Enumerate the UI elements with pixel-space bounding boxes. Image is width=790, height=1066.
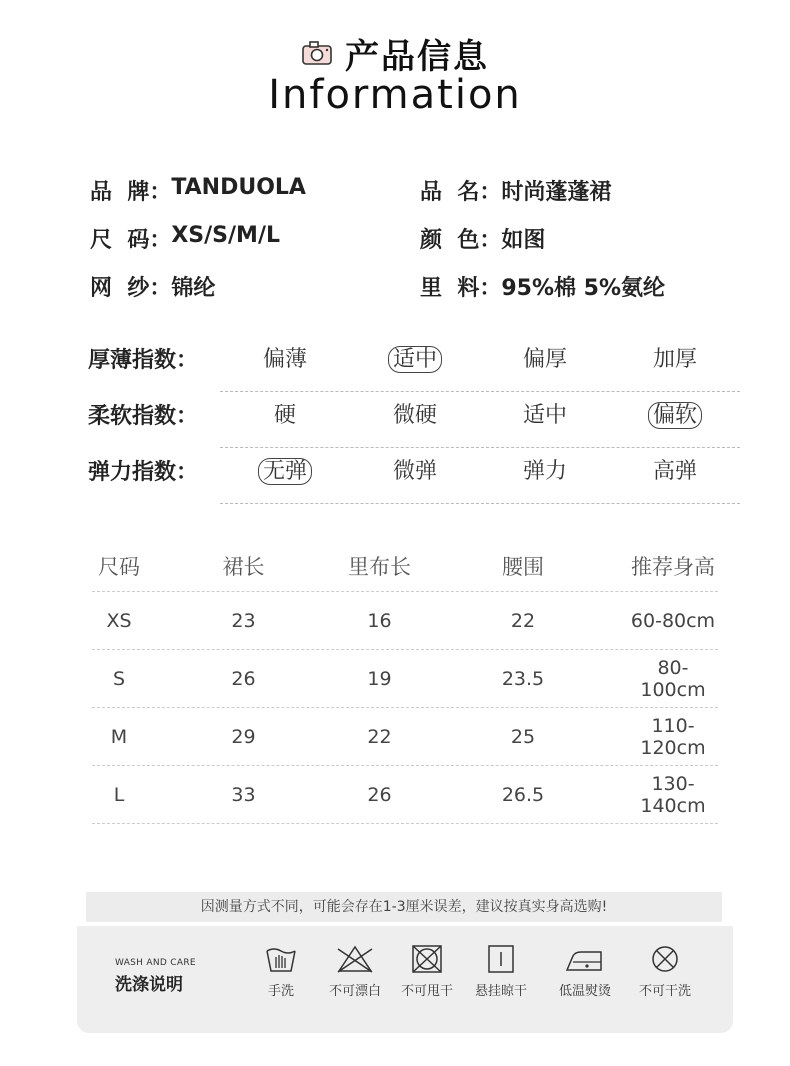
care-label: 手洗 bbox=[267, 984, 294, 999]
index-row-elasticity bbox=[88, 442, 740, 498]
index-option: 弹力 bbox=[522, 459, 567, 484]
table-cell: 80-100cm bbox=[640, 656, 706, 701]
table-header-row bbox=[92, 540, 718, 592]
attr-key: 品 牌： bbox=[90, 179, 172, 205]
attr-size bbox=[90, 223, 420, 254]
hand-wash-icon bbox=[264, 944, 298, 974]
care-label: 不可干洗 bbox=[638, 984, 691, 999]
care-label: 不可漂白 bbox=[328, 984, 381, 999]
index-option: 高弹 bbox=[652, 459, 697, 484]
index-option-selected: 适中 bbox=[350, 342, 480, 373]
table-row bbox=[92, 650, 718, 708]
no-dry-clean-icon bbox=[648, 944, 682, 974]
page-title-cn: 产品信息 bbox=[345, 36, 489, 77]
care-item-no-tumble-dry bbox=[389, 944, 465, 999]
care-item-hang-dry bbox=[463, 944, 539, 999]
attr-row bbox=[90, 262, 750, 310]
info-header bbox=[0, 30, 790, 118]
table-cell: 25 bbox=[510, 725, 536, 748]
product-attributes bbox=[90, 166, 750, 310]
index-option-selected: 偏软 bbox=[610, 398, 740, 429]
care-title-en: WASH AND CARE bbox=[115, 958, 196, 968]
index-option-selected: 无弹 bbox=[220, 454, 350, 485]
attr-key: 里 料： bbox=[420, 275, 502, 301]
index-option: 偏厚 bbox=[522, 347, 567, 372]
table-cell: 60-80cm bbox=[630, 609, 716, 632]
index-option: 适中 bbox=[522, 403, 567, 428]
attr-key: 品 名： bbox=[420, 179, 502, 205]
table-cell: 33 bbox=[231, 783, 256, 806]
table-cell: 26.5 bbox=[501, 783, 545, 806]
table-cell: M bbox=[110, 725, 128, 748]
table-cell: 23 bbox=[231, 609, 256, 632]
attr-value: TANDUOLA bbox=[171, 174, 306, 200]
care-label: 低温熨烫 bbox=[558, 984, 611, 999]
hang-dry-icon bbox=[484, 944, 518, 974]
table-cell: 130-140cm bbox=[640, 772, 706, 817]
index-option: 偏薄 bbox=[262, 347, 307, 372]
care-item-no-bleach bbox=[317, 944, 393, 999]
table-cell: 26 bbox=[231, 667, 256, 690]
index-row-softness bbox=[88, 386, 740, 442]
attr-value: 锦纶 bbox=[171, 275, 216, 301]
attr-key: 尺 码： bbox=[90, 227, 172, 253]
attr-mesh bbox=[90, 271, 420, 302]
table-cell: 110-120cm bbox=[640, 714, 706, 759]
index-option: 硬 bbox=[273, 403, 296, 428]
index-label: 厚薄指数： bbox=[88, 347, 199, 373]
low-iron-icon bbox=[563, 944, 607, 974]
table-cell: 23.5 bbox=[501, 667, 545, 690]
attr-product-name bbox=[420, 175, 750, 206]
page-title-en: Information bbox=[268, 72, 522, 118]
index-label: 柔软指数： bbox=[88, 403, 199, 429]
measurement-note: 因测量方式不同，可能会存在1-3厘米误差，建议按真实身高选购! bbox=[86, 892, 722, 922]
no-tumble-dry-icon bbox=[410, 944, 444, 974]
table-cell: 22 bbox=[510, 609, 536, 632]
table-cell: 26 bbox=[367, 783, 392, 806]
table-row bbox=[92, 766, 718, 824]
attr-value: XS/S/M/L bbox=[171, 222, 280, 248]
care-item-no-dry-clean bbox=[627, 944, 703, 999]
table-cell: S bbox=[112, 667, 126, 690]
index-option: 微弹 bbox=[392, 459, 437, 484]
index-label: 弹力指数： bbox=[88, 459, 199, 485]
attr-value: 95%棉 5%氨纶 bbox=[501, 275, 665, 301]
index-option: 微硬 bbox=[392, 403, 437, 428]
attr-color bbox=[420, 223, 750, 254]
attr-key: 颜 色： bbox=[420, 227, 502, 253]
index-options bbox=[220, 336, 740, 392]
wash-care-panel bbox=[77, 926, 733, 1033]
attr-value: 如图 bbox=[501, 227, 546, 253]
table-cell: 16 bbox=[367, 609, 392, 632]
care-title-cn: 洗涤说明 bbox=[115, 975, 183, 995]
care-label: 悬挂晾干 bbox=[474, 984, 527, 999]
attr-key: 网 纱： bbox=[90, 275, 172, 301]
attr-value: 时尚蓬蓬裙 bbox=[501, 179, 612, 205]
care-item-hand-wash bbox=[243, 944, 319, 999]
index-option: 加厚 bbox=[652, 347, 697, 372]
table-cell: 29 bbox=[231, 725, 256, 748]
table-header: 裙长 bbox=[222, 554, 265, 579]
fabric-index bbox=[88, 330, 740, 498]
care-title bbox=[115, 958, 196, 995]
table-cell: L bbox=[113, 783, 125, 806]
table-cell: 22 bbox=[367, 725, 392, 748]
care-label: 不可甩干 bbox=[400, 984, 453, 999]
table-row bbox=[92, 708, 718, 766]
table-header: 推荐身高 bbox=[631, 554, 715, 579]
index-options bbox=[220, 448, 740, 504]
table-header: 腰围 bbox=[502, 554, 544, 579]
size-table bbox=[92, 540, 718, 824]
no-bleach-icon bbox=[335, 944, 375, 974]
table-header: 里布长 bbox=[348, 554, 411, 579]
attr-row bbox=[90, 166, 750, 214]
table-cell: XS bbox=[106, 609, 132, 632]
camera-icon bbox=[301, 40, 333, 66]
index-row-thickness bbox=[88, 330, 740, 386]
attr-brand bbox=[90, 175, 420, 206]
table-cell: 19 bbox=[367, 667, 392, 690]
attr-row bbox=[90, 214, 750, 262]
care-item-low-iron bbox=[547, 944, 623, 999]
index-options bbox=[220, 392, 740, 448]
attr-lining bbox=[420, 271, 750, 302]
table-row bbox=[92, 592, 718, 650]
table-header: 尺码 bbox=[98, 554, 140, 579]
